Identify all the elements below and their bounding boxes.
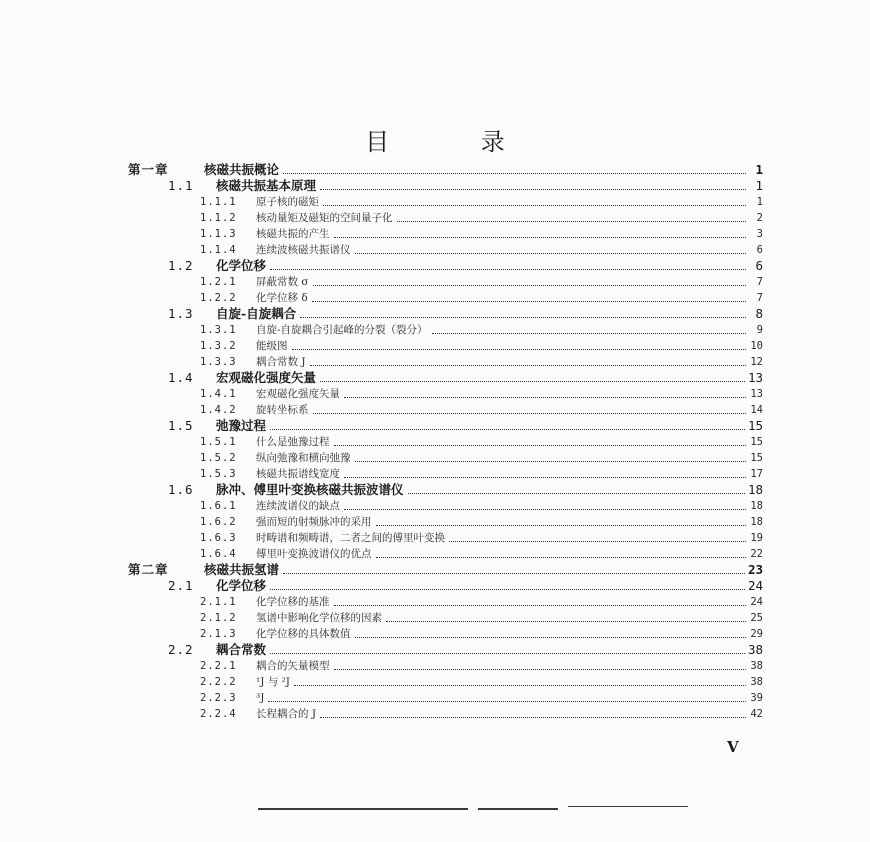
toc-entry-label: 化学位移 (216, 258, 267, 273)
toc-entry-number: 1.6 (168, 482, 194, 497)
toc-entry-page: 13 (747, 370, 763, 385)
toc-entry-section[interactable] (168, 371, 763, 385)
toc-entry-number: 1.1.1 (200, 196, 237, 208)
toc-entry-sub[interactable] (200, 547, 763, 561)
toc-entry-number: 1.6.3 (200, 532, 237, 544)
toc-entry-label: 氢谱中影响化学位移的因素 (256, 612, 382, 624)
toc-entry-number: 1.5.1 (200, 436, 237, 448)
toc-entry-label: 化学位移 δ (256, 292, 308, 304)
toc-entry-number: 2.2.2 (200, 676, 237, 688)
toc-entry-sub[interactable] (200, 595, 763, 609)
toc-entry-page: 38 (750, 660, 763, 672)
toc-entry-page: 24 (747, 578, 763, 593)
leader-dots (268, 701, 746, 702)
leader-dots (334, 605, 747, 606)
toc-entry-section[interactable] (168, 259, 763, 273)
scan-artifact-line (478, 808, 558, 810)
leader-dots (313, 285, 746, 286)
toc-entry-number: 1.3.1 (200, 324, 237, 336)
toc-entry-number: 1.4.2 (200, 404, 237, 416)
toc-entry-sub[interactable] (200, 227, 763, 241)
toc-entry-label: 核磁共振基本原理 (216, 178, 317, 193)
page-folio: V (727, 738, 739, 756)
leader-dots (334, 445, 747, 446)
toc-entry-page: 13 (750, 388, 763, 400)
toc-entry-number: 1.2 (168, 258, 194, 273)
toc-entry-label: 核磁共振的产生 (256, 228, 330, 240)
toc-entry-label: 核磁共振氢谱 (204, 562, 280, 577)
toc-entry-number: 2.2.3 (200, 692, 237, 704)
toc-entry-section[interactable] (168, 419, 763, 433)
toc-entry-label: 什么是弛豫过程 (256, 436, 330, 448)
toc-entry-page: 6 (755, 258, 763, 273)
toc-entry-sub[interactable] (200, 387, 763, 401)
toc-entry-label: 脉冲、傅里叶变换核磁共振波谱仪 (216, 482, 404, 497)
toc-entry-page: 8 (755, 306, 763, 321)
toc-entry-sub[interactable] (200, 435, 763, 449)
toc-entry-number: 1.5.2 (200, 452, 237, 464)
toc-entry-label: 宏观磁化强度矢量 (216, 370, 317, 385)
toc-entry-page: 25 (750, 612, 763, 624)
toc-entry-page: 38 (747, 642, 763, 657)
toc-entry-label: 原子核的磁矩 (256, 196, 319, 208)
toc-entry-page: 24 (750, 596, 763, 608)
toc-entry-sub[interactable] (200, 467, 763, 481)
toc-entry-number: 1.5.3 (200, 468, 237, 480)
toc-entry-page: 42 (750, 708, 763, 720)
toc-entry-number: 1.3.3 (200, 356, 237, 368)
toc-entry-sub[interactable] (200, 627, 763, 641)
toc-entry-number: 1.1.3 (200, 228, 237, 240)
toc-entry-page: 15 (750, 452, 763, 464)
scan-artifact-line (568, 806, 688, 807)
toc-entry-page: 15 (747, 418, 763, 433)
scan-artifact-line (258, 808, 468, 810)
toc-entry-chapter[interactable] (128, 563, 763, 577)
toc-entry-number: 2.1 (168, 578, 194, 593)
toc-entry-page: 14 (750, 404, 763, 416)
toc-entry-number: 2.2.4 (200, 708, 237, 720)
toc-entry-label: 旋转坐标系 (256, 404, 309, 416)
toc-entry-section[interactable] (168, 179, 763, 193)
toc-entry-sub[interactable] (200, 451, 763, 465)
toc-entry-sub[interactable] (200, 691, 763, 705)
toc-entry-page: 1 (755, 178, 763, 193)
toc-entry-number: 2.1.1 (200, 596, 237, 608)
leader-dots (355, 461, 747, 462)
toc-entry-number: 1.5 (168, 418, 194, 433)
toc-entry-page: 39 (750, 692, 763, 704)
toc-entry-sub[interactable] (200, 515, 763, 529)
leader-dots (270, 269, 746, 270)
toc-entry-number: 2.1.2 (200, 612, 237, 624)
toc-entry-label: 化学位移的具体数值 (256, 628, 351, 640)
toc-entry-section[interactable] (168, 579, 763, 593)
toc-entry-sub[interactable] (200, 211, 763, 225)
toc-entry-page: 38 (750, 676, 763, 688)
toc-entry-label: ³J (256, 692, 265, 704)
toc-entry-label: 耦合常数 J (256, 356, 306, 368)
toc-entry-number: 1.6.4 (200, 548, 237, 560)
toc-entry-page: 22 (750, 548, 763, 560)
toc-entry-sub[interactable] (200, 659, 763, 673)
leader-dots (344, 397, 746, 398)
toc-entry-label: ¹J 与 ²J (256, 676, 291, 688)
toc-entry-page: 19 (750, 532, 763, 544)
leader-dots (397, 221, 747, 222)
toc-entry-number: 1.4.1 (200, 388, 237, 400)
toc-entry-page: 18 (750, 516, 763, 528)
leader-dots (449, 541, 746, 542)
toc-entry-label: 连续波核磁共振谱仪 (256, 244, 351, 256)
toc-entry-label: 强而短的射频脉冲的采用 (256, 516, 372, 528)
toc-entry-page: 29 (750, 628, 763, 640)
leader-dots (323, 205, 746, 206)
toc-entry-sub[interactable] (200, 355, 763, 369)
toc-entry-page: 23 (747, 562, 763, 577)
toc-entry-sub[interactable] (200, 675, 763, 689)
toc-entry-page: 18 (750, 500, 763, 512)
toc-entry-label: 傅里叶变换波谱仪的优点 (256, 548, 372, 560)
toc-entry-sub[interactable] (200, 291, 763, 305)
leader-dots (300, 317, 746, 318)
toc-entry-number: 第二章 (128, 562, 169, 577)
toc-entry-section[interactable] (168, 483, 763, 497)
toc-entry-chapter[interactable] (128, 163, 763, 177)
toc-entry-label: 化学位移 (216, 578, 267, 593)
toc-entry-page: 2 (756, 212, 763, 224)
toc-entry-page: 1 (756, 196, 763, 208)
toc-entry-page: 9 (756, 324, 763, 336)
toc-entry-number: 1.1.4 (200, 244, 237, 256)
toc-entry-label: 核动量矩及磁矩的空间量子化 (256, 212, 393, 224)
toc-entry-number: 第一章 (128, 162, 169, 177)
toc-entry-page: 18 (747, 482, 763, 497)
toc-entry-label: 时畴谱和频畴谱，二者之间的傅里叶变换 (256, 532, 445, 544)
toc-entry-page: 7 (756, 276, 763, 288)
toc-entry-sub[interactable] (200, 531, 763, 545)
leader-dots (294, 685, 746, 686)
toc-entry-page: 10 (750, 340, 763, 352)
leader-dots (320, 381, 745, 382)
toc-entry-sub[interactable] (200, 403, 763, 417)
leader-dots (408, 493, 745, 494)
toc-entry-label: 自旋-自旋耦合 (216, 306, 297, 321)
leader-dots (355, 637, 747, 638)
toc-entry-page: 15 (750, 436, 763, 448)
toc-entry-label: 核磁共振谱线宽度 (256, 468, 340, 480)
toc-entry-number: 2.2 (168, 642, 194, 657)
leader-dots (432, 333, 746, 334)
toc-entry-number: 1.2.2 (200, 292, 237, 304)
toc-entry-page: 1 (755, 162, 763, 177)
toc-entry-label: 宏观磁化强度矢量 (256, 388, 340, 400)
toc-entry-section[interactable] (168, 643, 763, 657)
toc-entry-number: 1.3 (168, 306, 194, 321)
leader-dots (312, 301, 746, 302)
leader-dots (344, 477, 746, 478)
leader-dots (376, 557, 747, 558)
toc-entry-number: 1.6.2 (200, 516, 237, 528)
toc-entry-label: 屏蔽常数 σ (256, 276, 309, 288)
toc-entry-number: 1.1 (168, 178, 194, 193)
leader-dots (310, 365, 746, 366)
leader-dots (270, 589, 745, 590)
toc-entry-sub[interactable] (200, 611, 763, 625)
toc-entry-number: 1.2.1 (200, 276, 237, 288)
leader-dots (376, 525, 747, 526)
toc-entry-label: 耦合的矢量模型 (256, 660, 330, 672)
leader-dots (344, 509, 746, 510)
toc-entry-label: 纵向弛豫和横向弛豫 (256, 452, 351, 464)
leader-dots (313, 413, 747, 414)
toc-entry-page: 12 (750, 356, 763, 368)
toc-entry-label: 核磁共振概论 (204, 162, 280, 177)
leader-dots (386, 621, 746, 622)
toc-entry-label: 长程耦合的 J (256, 708, 317, 720)
toc-entry-sub[interactable] (200, 275, 763, 289)
leader-dots (320, 717, 746, 718)
leader-dots (355, 253, 747, 254)
leader-dots (283, 573, 745, 574)
toc-entry-label: 连续波谱仪的缺点 (256, 500, 340, 512)
toc-entry-label: 能级图 (256, 340, 288, 352)
toc-entry-number: 1.3.2 (200, 340, 237, 352)
toc-entry-number: 1.6.1 (200, 500, 237, 512)
toc-entry-page: 17 (750, 468, 763, 480)
toc-entry-page: 6 (756, 244, 763, 256)
toc-entry-label: 化学位移的基准 (256, 596, 330, 608)
toc-entry-number: 1.4 (168, 370, 194, 385)
toc-entry-label: 弛豫过程 (216, 418, 267, 433)
leader-dots (334, 669, 747, 670)
toc-entry-page: 3 (756, 228, 763, 240)
toc-entry-number: 2.2.1 (200, 660, 237, 672)
toc-entry-label: 自旋-自旋耦合引起峰的分裂（裂分） (256, 324, 428, 336)
toc-entry-sub[interactable] (200, 323, 763, 337)
toc-title: 目 录 (365, 128, 547, 156)
toc-entry-label: 耦合常数 (216, 642, 267, 657)
leader-dots (334, 237, 747, 238)
toc-entry-number: 1.1.2 (200, 212, 237, 224)
toc-entry-sub[interactable] (200, 499, 763, 513)
leader-dots (292, 349, 747, 350)
toc-entry-section[interactable] (168, 307, 763, 321)
toc-entry-page: 7 (756, 292, 763, 304)
toc-entry-sub[interactable] (200, 707, 763, 721)
leader-dots (283, 173, 746, 174)
toc-entry-sub[interactable] (200, 243, 763, 257)
leader-dots (320, 189, 746, 190)
leader-dots (270, 653, 745, 654)
toc-entry-sub[interactable] (200, 195, 763, 209)
leader-dots (270, 429, 745, 430)
toc-entry-sub[interactable] (200, 339, 763, 353)
toc-entry-number: 2.1.3 (200, 628, 237, 640)
